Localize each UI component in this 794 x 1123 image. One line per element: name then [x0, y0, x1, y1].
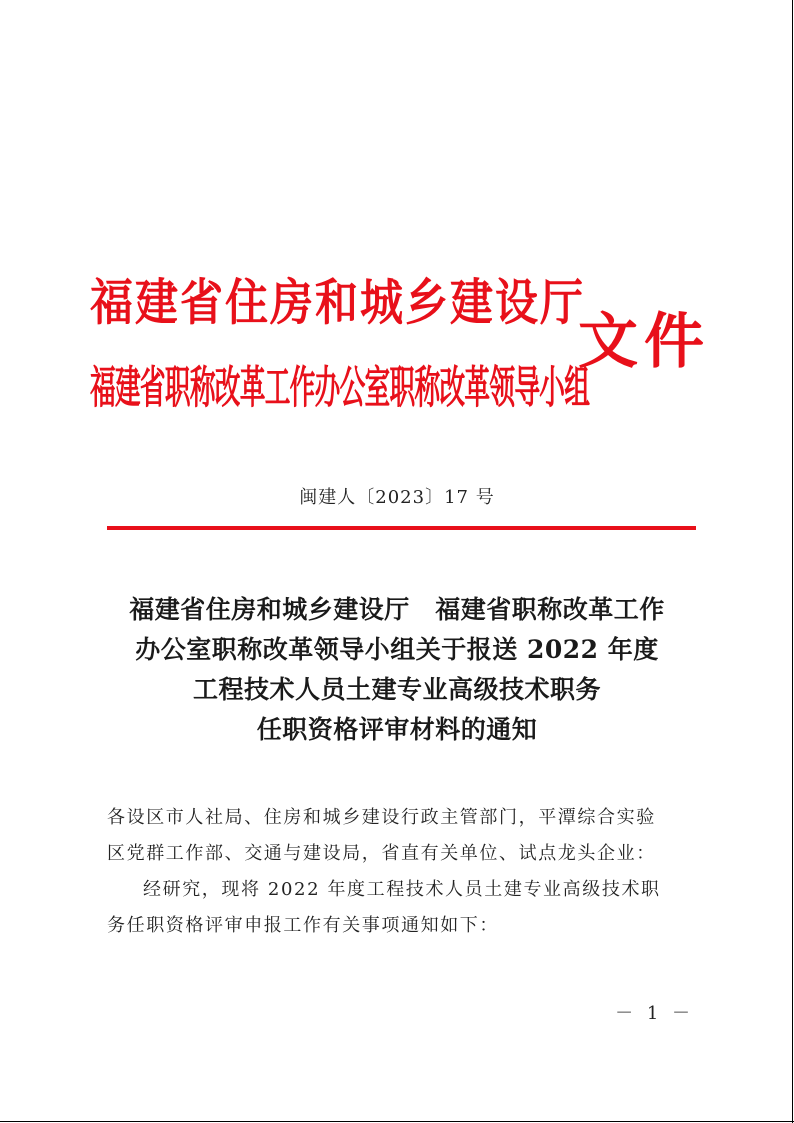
page-number: － 1 －	[615, 1003, 694, 1024]
masthead-suffix-document: 文件	[578, 307, 710, 377]
document-title	[80, 590, 714, 750]
red-divider-line	[107, 526, 696, 530]
document-number: 闽建人〔2023〕17 号	[299, 487, 495, 508]
document-body	[107, 800, 697, 944]
page-edge-right	[792, 0, 793, 1123]
title-line: 办公室职称改革领导小组关于报送 2022 年度	[135, 635, 659, 664]
body-paragraph-line-2: 务任职资格评审申报工作有关事项通知如下：	[107, 915, 499, 936]
page-edge-bottom	[0, 1121, 794, 1122]
addressee-line-2: 区党群工作部、交通与建设局，省直有关单位、试点龙头企业：	[107, 843, 656, 864]
body-paragraph-line-1: 经研究，现将 2022 年度工程技术人员土建专业高级技术职	[143, 879, 661, 900]
addressee-line-1: 各设区市人社局、住房和城乡建设行政主管部门，平潭综合实验	[107, 807, 656, 828]
title-line: 福建省住房和城乡建设厅 福建省职称改革工作	[129, 595, 665, 624]
issuer-line-housing-dept: 福建省住房和城乡建设厅	[90, 274, 585, 333]
issuer-line-title-reform-group: 福建省职称改革工作办公室职称改革领导小组	[90, 360, 590, 414]
title-line: 工程技术人员土建专业高级技术职务	[192, 675, 601, 704]
red-masthead	[90, 262, 710, 422]
title-line: 任职资格评审材料的通知	[256, 715, 538, 744]
